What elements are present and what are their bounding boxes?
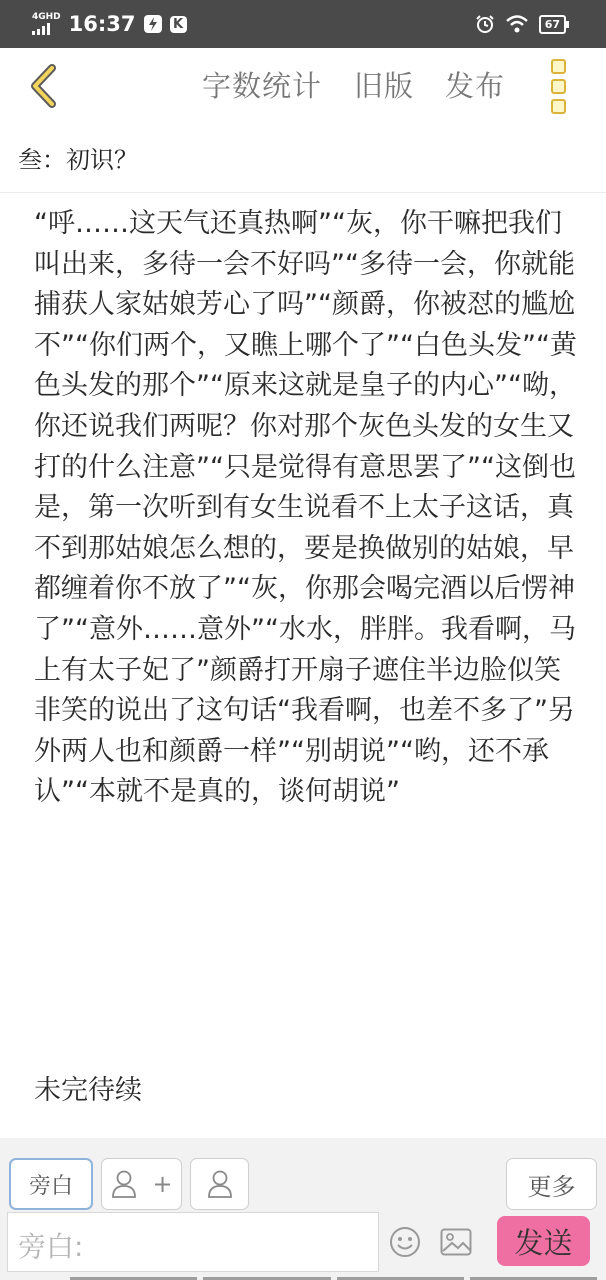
plus-symbol: + (152, 1170, 173, 1198)
clock: 16:37 (68, 12, 136, 36)
dot-icon (551, 79, 566, 94)
divider (0, 192, 606, 193)
message-input[interactable]: 旁白: (7, 1212, 379, 1272)
alarm-icon (475, 14, 495, 34)
editor-toolbar (0, 48, 606, 126)
continued-note[interactable]: 未完待续 (34, 1075, 142, 1106)
signal-icon (32, 13, 61, 35)
battery-level: 67 (544, 17, 560, 31)
word-count-button[interactable]: 字数统计 (202, 69, 323, 103)
add-role-button[interactable] (101, 1158, 182, 1210)
dot-icon (551, 59, 566, 74)
composer-panel (0, 1138, 606, 1280)
send-button[interactable]: 发送 (497, 1216, 590, 1266)
emoji-icon[interactable] (389, 1226, 421, 1258)
add-person-icon (110, 1169, 158, 1199)
app-badge-icon: K (170, 16, 187, 33)
chevron-left-icon (27, 64, 59, 108)
battery-icon (539, 15, 566, 34)
publish-button[interactable]: 发布 (445, 69, 506, 103)
old-version-button[interactable]: 旧版 (354, 69, 415, 103)
network-type: 4GHD (32, 12, 61, 22)
narrator-button[interactable]: 旁白 (9, 1158, 93, 1210)
more-options-button[interactable] (548, 58, 568, 114)
image-icon[interactable] (440, 1228, 472, 1256)
chapter-title[interactable]: 叁：初识？ (18, 146, 138, 174)
person-icon (206, 1169, 234, 1199)
flash-icon (144, 15, 162, 33)
more-button[interactable]: 更多 (506, 1158, 597, 1210)
status-bar (0, 0, 606, 48)
back-button[interactable] (18, 58, 68, 114)
wifi-icon (505, 14, 529, 34)
story-text[interactable]: “呼……这天气还真热啊”“灰，你干嘛把我们叫出来，多待一会不好吗”“多待一会，你就能捕获人家姑娘芳心了吗”“颜爵，你被怼的尴尬不”“你们两个，又瞧上哪个了”“白色头发”“黄色头发的那个”“原来这就是皇子的内心”“呦，你还说我们两呢？你对那个灰色头发的女生又打的什么注意”“只是觉得有意思罢了”“这倒也是，第一次听到有女生说看不上太子这话，真不到那姑娘怎么想的，要是换做别的姑娘，早都缠着你不放了”“灰，你那会喝完酒以后愣神了”“意外……意外”“水水，胖胖。我看啊，马上有太子妃了”颜爵打开扇子遮住半边脸似笑非笑的说出了这句话“我看啊，也差不多了”另外两人也和颜爵一样”“别胡说”“哟，还不承认”“本就不是真的，谈何胡说” (34, 208, 577, 808)
role-button[interactable] (190, 1158, 249, 1210)
dot-icon (551, 99, 566, 114)
